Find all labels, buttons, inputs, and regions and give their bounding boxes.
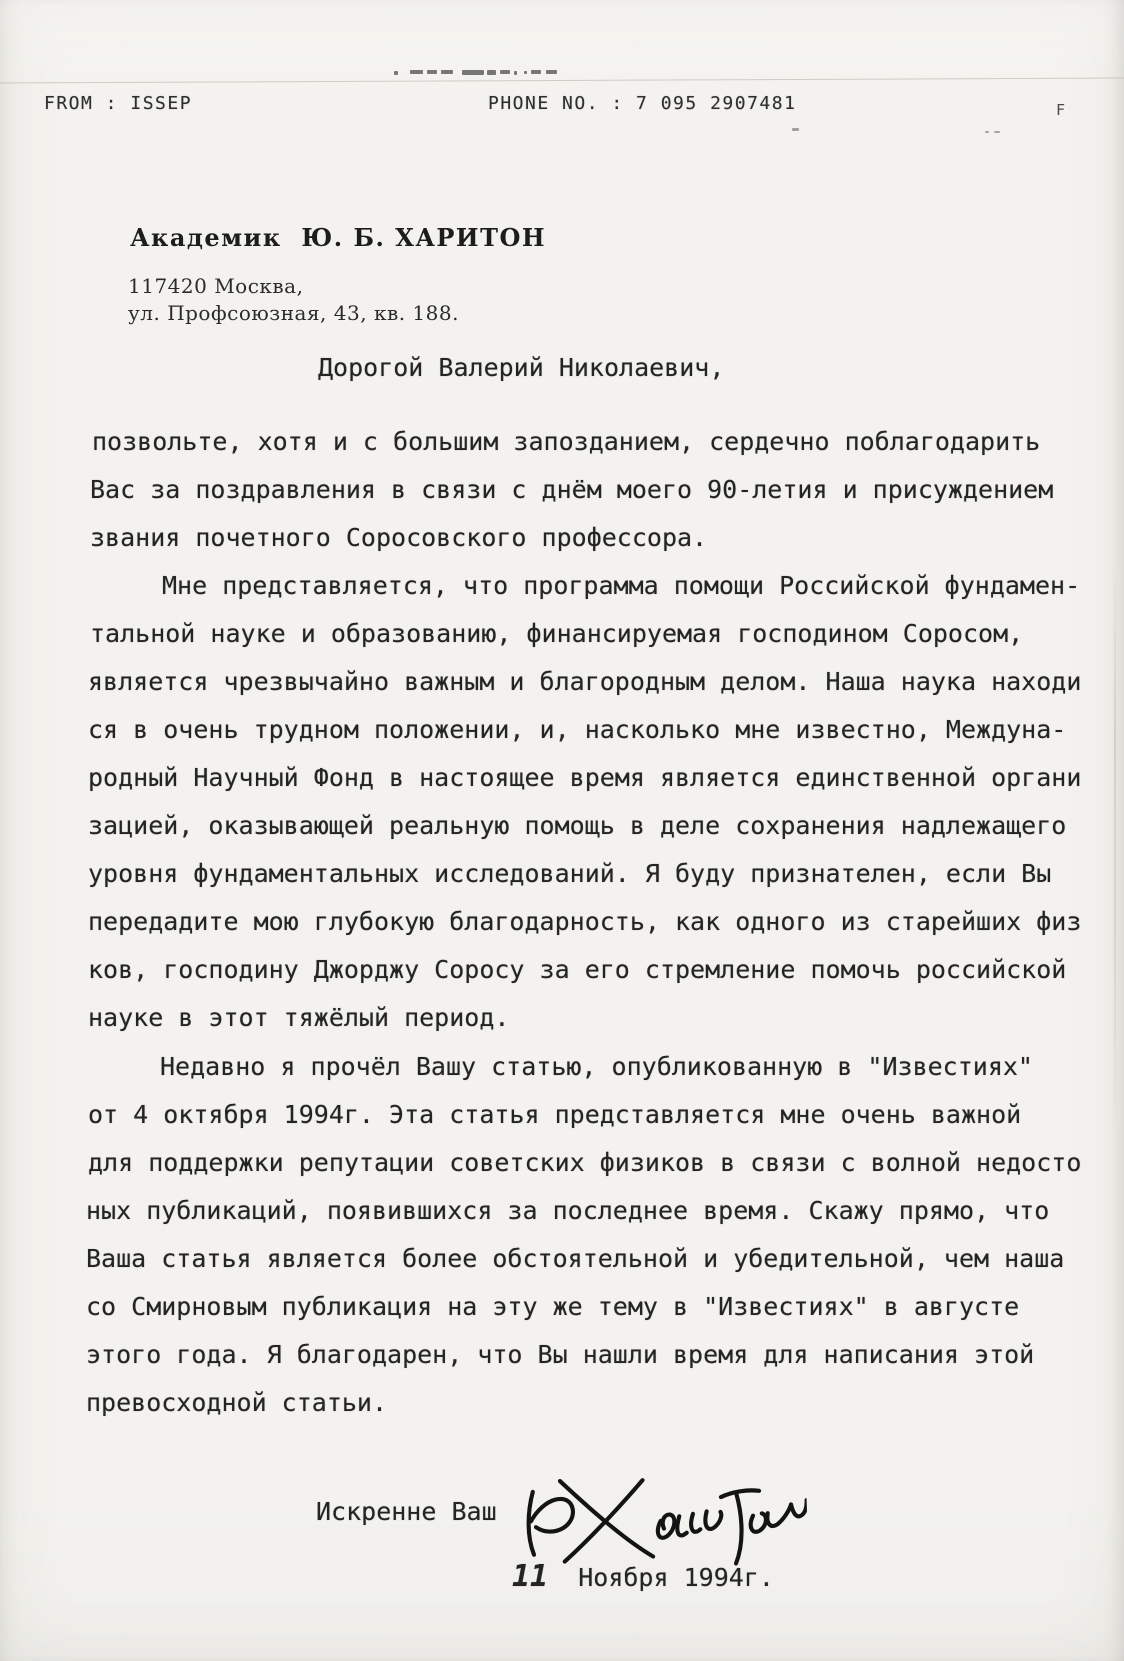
typed-line: Недавно я прочёл Вашу статью, опубликованную в "Известиях" — [160, 1052, 1033, 1081]
typed-line: тальной науке и образованию, финансируемая господином Соросом, — [90, 619, 1024, 648]
fax-from-field: FROM : ISSEP — [44, 93, 193, 114]
handwritten-signature — [510, 1450, 809, 1578]
typed-line: является чрезвычайно важным и благородным делом. Наша наука находи — [88, 667, 1082, 696]
typed-line: науке в этот тяжёлый период. — [88, 1003, 510, 1032]
paper-fold-line — [0, 78, 1124, 84]
letterhead-name: Академик Ю. Б. ХАРИТОН — [130, 223, 547, 252]
typed-line: от 4 октября 1994г. Эта статья представляется мне очень важной — [88, 1100, 1022, 1129]
typed-line: зацией, оказывающей реальную помощь в деле сохранения надлежащего — [88, 811, 1067, 840]
date-line — [512, 1560, 774, 1595]
typed-line: Вас за поздравления в связи с днём моего 90-летия и присуждением — [90, 475, 1054, 504]
date-rest: Ноября 1994г. — [548, 1563, 774, 1592]
typed-line: ков, господину Джорджу Соросу за его стремление помочь российской — [88, 955, 1067, 984]
typed-line: позвольте, хотя и с большим запозданием, сердечно поблагодарить — [92, 427, 1041, 456]
letterhead-address-line1: 117420 Москва, — [128, 274, 304, 298]
typed-line: ных публикаций, появившихся за последнее время. Скажу прямо, что — [86, 1196, 1050, 1225]
typed-line: передадите мою глубокую благодарность, как одного из старейших физ — [88, 907, 1082, 936]
typed-line: со Смирновым публикация на эту же тему в "Известиях" в августе — [86, 1292, 1020, 1321]
typed-line: Ваша статья является более обстоятельной и убедительной, чем наша — [86, 1244, 1065, 1273]
date-day: 11 — [512, 1559, 549, 1594]
letterhead-address-line2: ул. Профсоюзная, 43, кв. 188. — [128, 301, 459, 325]
typed-line: этого года. Я благодарен, что Вы нашли время для написания этой — [86, 1340, 1035, 1369]
salutation: Дорогой Валерий Николаевич, — [318, 353, 725, 382]
typed-line: Мне представляется, что программа помощи Российской фундамен- — [162, 571, 1081, 600]
valediction: Искренне Ваш — [316, 1497, 497, 1526]
typed-line: звания почетного Соросовского профессора. — [90, 523, 708, 552]
fax-corner-mark: F — [1056, 101, 1066, 119]
typed-line: превосходной статьи. — [86, 1388, 388, 1417]
fax-phone-field: PHONE NO. : 7 095 2907481 — [488, 93, 797, 114]
typed-line: родный Научный Фонд в настоящее время является единственной органи — [88, 763, 1082, 792]
paper-crease-right — [1114, 560, 1116, 1140]
typed-line: ся в очень трудном положении, и, насколько мне известно, Междуна- — [88, 715, 1067, 744]
typed-line: для поддержки репутации советских физиков в связи с волной недосто — [88, 1148, 1082, 1177]
typed-line: уровня фундаментальных исследований. Я буду признателен, если Вы — [88, 859, 1052, 888]
